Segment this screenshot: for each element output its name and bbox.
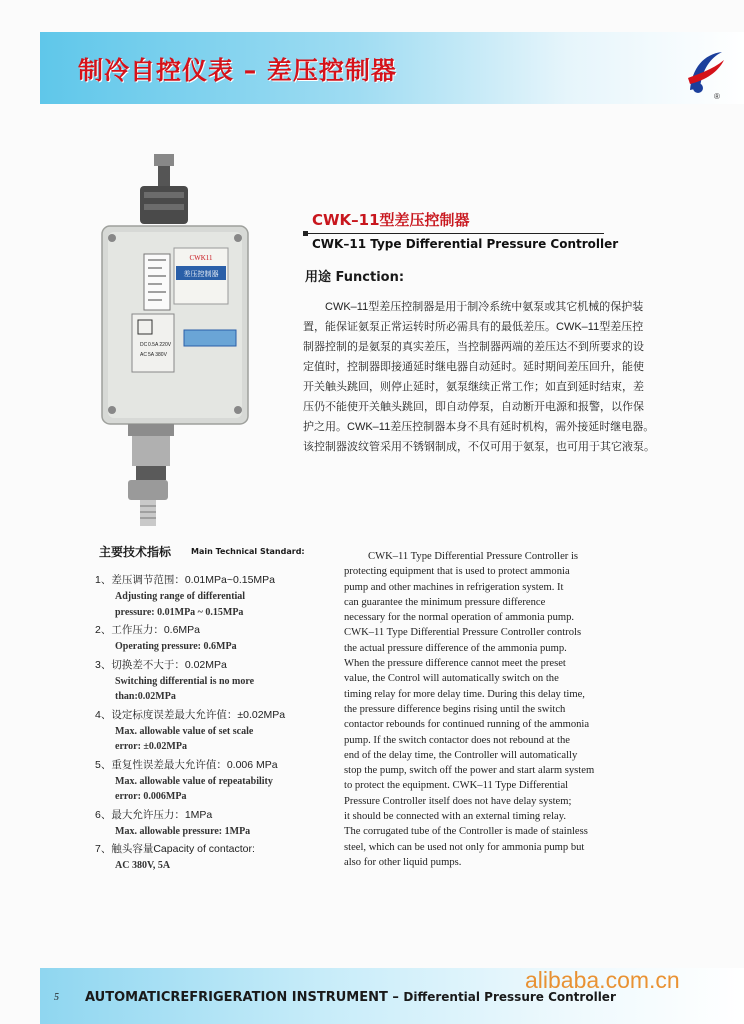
- paragraph-line: steel, which can be used not only for ammonia pump but: [344, 841, 585, 853]
- page-number: 5: [54, 992, 59, 1003]
- page-title: 制冷自控仪表 – 差压控制器: [78, 56, 397, 85]
- spec-en: than:0.02MPa: [115, 691, 176, 702]
- paragraph-line: 压仍不能使开关触头跳回，即自动停泵，自动断开电源和报警，以作保: [303, 401, 644, 413]
- spec-en: Adjusting range of differential: [115, 591, 246, 602]
- brand-logo-icon: [684, 48, 726, 98]
- paragraph-line: 护之用。CWK–11差压控制器本身不具有延时机构，需外接延时继电器。: [303, 421, 655, 433]
- rating-line: 5A 380V: [148, 352, 167, 358]
- spec-item: [95, 807, 335, 840]
- english-description: [344, 549, 694, 870]
- product-title-cn: CWK–11型差压控制器: [312, 211, 470, 229]
- paragraph-line: 开关触头跳回，则停止延时，氨泵继续正常工作；如直到延时结束，差: [303, 381, 644, 393]
- paragraph-line: also for other liquid pumps.: [344, 856, 462, 868]
- specs-heading-en: Main Technical Standard:: [191, 547, 305, 556]
- paragraph-line: necessary for the normal operation of ammonia pump.: [344, 612, 575, 624]
- spec-item: [95, 757, 335, 805]
- spec-en: AC 380V, 5A: [115, 860, 171, 871]
- rating-line: 0.5A 220V: [148, 342, 172, 348]
- footer-text-sub: Differential Pressure Controller: [403, 990, 616, 1004]
- paragraph-line: timing relay for more delay time. During this delay time,: [344, 688, 585, 700]
- spec-en: Operating pressure: 0.6MPa: [115, 641, 237, 652]
- spec-en: Max. allowable value of set scale: [115, 725, 254, 737]
- paragraph-line: protecting equipment that is used to protect ammonia: [344, 566, 570, 578]
- paragraph-line: end of the delay time, the Controller will automatically: [344, 749, 578, 761]
- paragraph-line: value, the Control will automatically switch on the: [344, 673, 559, 685]
- spec-en: pressure: 0.01MPa ~ 0.15MPa: [115, 606, 244, 618]
- paragraph-line: CWK–11 Type Differential Pressure Controller is: [368, 551, 579, 562]
- spec-cn: 2、工作压力：0.6MPa: [95, 624, 201, 636]
- paragraph-line: contactor rebounds for continued running of the ammonia: [344, 719, 590, 731]
- specs-heading-cn: 主要技术指标: [99, 545, 172, 559]
- spec-cn: 6、最大允许压力：1MPa: [95, 808, 213, 821]
- spec-en: Max. allowable value of repeatability: [115, 775, 273, 787]
- paragraph-line: it should be connected with an external timing relay.: [344, 811, 567, 823]
- function-description: [303, 297, 698, 457]
- paragraph-line: The corrugated tube of the Controller is made of stainless: [344, 826, 588, 838]
- paragraph-line: pump and other machines in refrigeration system. It: [344, 581, 564, 593]
- spec-item: [95, 657, 335, 705]
- spec-en: error: 0.006MPa: [115, 791, 187, 802]
- spec-en: Max. allowable pressure: 1MPa: [115, 825, 251, 837]
- product-photo: [88, 148, 278, 528]
- paragraph-line: 定值时，控制器即接通延时继电器自动延时。延时期间差压回升，能使: [303, 361, 644, 373]
- paragraph-line: the pressure difference begins rising until the switch: [344, 703, 566, 715]
- paragraph-line: 该控制器波纹管采用不锈钢制成，不仅可用于氨泵，也可用于其它液泵。: [303, 441, 655, 453]
- product-title-en: CWK–11 Type Differential Pressure Controller: [312, 237, 619, 251]
- spec-en: error: ±0.02MPa: [115, 741, 187, 752]
- paragraph-line: the actual pressure difference of the ammonia pump.: [344, 642, 567, 654]
- spec-cn: 1、差压调节范围：0.01MPa~0.15MPa: [95, 574, 276, 586]
- watermark: alibaba.com.cn: [525, 967, 680, 993]
- spec-cn: 5、重复性误差最大允许值：0.006 MPa: [95, 758, 278, 771]
- spec-item: [95, 572, 335, 620]
- paragraph-line: to protect the equipment. CWK–11 Type Differential: [344, 780, 569, 792]
- paragraph-line: When the pressure difference cannot meet the preset: [344, 658, 566, 670]
- product-label-name: 差压控制器: [183, 270, 219, 278]
- footer-text-main: AUTOMATICREFRIGERATION INSTRUMENT –: [85, 990, 399, 1005]
- spec-item: [95, 707, 335, 755]
- paragraph-line: 置，能保证氨泵正常运转时所必需具有的最低差压。CWK–11型差压控: [303, 321, 644, 333]
- product-label-brand: CWK11: [189, 254, 213, 262]
- spec-cn: 4、设定标度误差最大允许值：±0.02MPa: [95, 708, 286, 721]
- spec-cn: 3、切换差不大于：0.02MPa: [95, 658, 227, 671]
- function-heading: 用途 Function:: [305, 270, 405, 285]
- spec-item: [95, 841, 335, 874]
- rating-line: DC: [140, 342, 148, 348]
- spec-item: [95, 622, 335, 655]
- specs-list: [95, 572, 335, 876]
- spec-cn: 7、触头容量Capacity of contactor:: [95, 843, 255, 855]
- paragraph-line: pump. If the switch contactor does not rebound at the: [344, 734, 570, 746]
- spec-en: Switching differential is no more: [115, 675, 255, 687]
- paragraph-line: stop the pump, switch off the power and start alarm system: [344, 765, 595, 777]
- paragraph-line: can guarantee the minimum pressure difference: [344, 596, 546, 608]
- title-divider: [308, 233, 604, 234]
- registered-mark: ®: [714, 92, 720, 101]
- paragraph-line: 制器控制的是氨泵的真实差压，当控制器两端的差压达不到所要求的设: [303, 341, 644, 353]
- paragraph-line: CWK–11型差压控制器是用于制冷系统中氨泵或其它机械的保护装: [325, 301, 644, 313]
- paragraph-line: CWK–11 Type Differential Pressure Controller controls: [344, 627, 582, 639]
- rating-line: AC: [140, 352, 147, 358]
- paragraph-line: Pressure Controller itself does not have delay system;: [344, 795, 572, 807]
